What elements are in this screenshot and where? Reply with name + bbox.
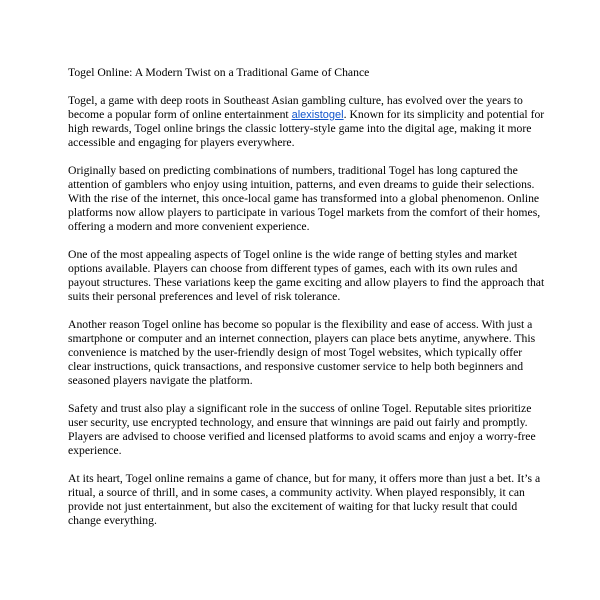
alexistogel-link[interactable]: alexistogel <box>291 109 344 121</box>
paragraph-safety: Safety and trust also play a significant role in the success of online Togel. Reputable sites prioritize user security, use encrypted technology, and ensure that winnings are paid out fairly and promptly. Players are advised to choose verified and licensed platforms to avoid scams and enjoy a worry-free experience. <box>68 402 536 457</box>
paragraph-betting-styles: One of the most appealing aspects of Togel online is the wide range of betting styles and market options available. Players can choose from different types of games, each with its own rules and payout structures. These variations keep the game exciting and allow players to find the approach that suits their personal preferences and level of risk tolerance. <box>68 248 545 303</box>
intro-text-after-link: . Known for its simplicity and potential for high rewards, Togel online brings the classic lottery-style game into the digital age, making it more accessible and engaging for players everywhere. <box>68 108 545 149</box>
document-title: Togel Online: A Modern Twist on a Traditional Game of Chance <box>68 66 370 79</box>
paragraph-intro <box>68 94 545 150</box>
document-page <box>68 66 545 542</box>
paragraph-origins: Originally based on predicting combinations of numbers, traditional Togel has long captured the attention of gamblers who enjoy using intuition, patterns, and even dreams to guide their selections. With the rise of the internet, this once-local game has transformed into a global phenomenon. Online platforms now allow players to participate in various Togel markets from the comfort of their homes, offering a modern and more convenient experience. <box>68 164 541 233</box>
intro-text-before-link: Togel, a game with deep roots in Southeast Asian gambling culture, has evolved over the years to become a popular form of online entertainment <box>68 94 523 121</box>
paragraph-conclusion: At its heart, Togel online remains a game of chance, but for many, it offers more than just a bet. It’s a ritual, a source of thrill, and in some cases, a community activity. When played responsibly, it can provide not just entertainment, but also the excitement of waiting for that lucky result that could change everything. <box>68 472 541 527</box>
paragraph-accessibility: Another reason Togel online has become so popular is the flexibility and ease of access. With just a smartphone or computer and an internet connection, players can place bets anytime, anywhere. This convenience is matched by the user-friendly design of most Togel websites, which typically offer clear instructions, quick transactions, and responsive customer service to help both beginners and seasoned players navigate the platform. <box>68 318 536 387</box>
